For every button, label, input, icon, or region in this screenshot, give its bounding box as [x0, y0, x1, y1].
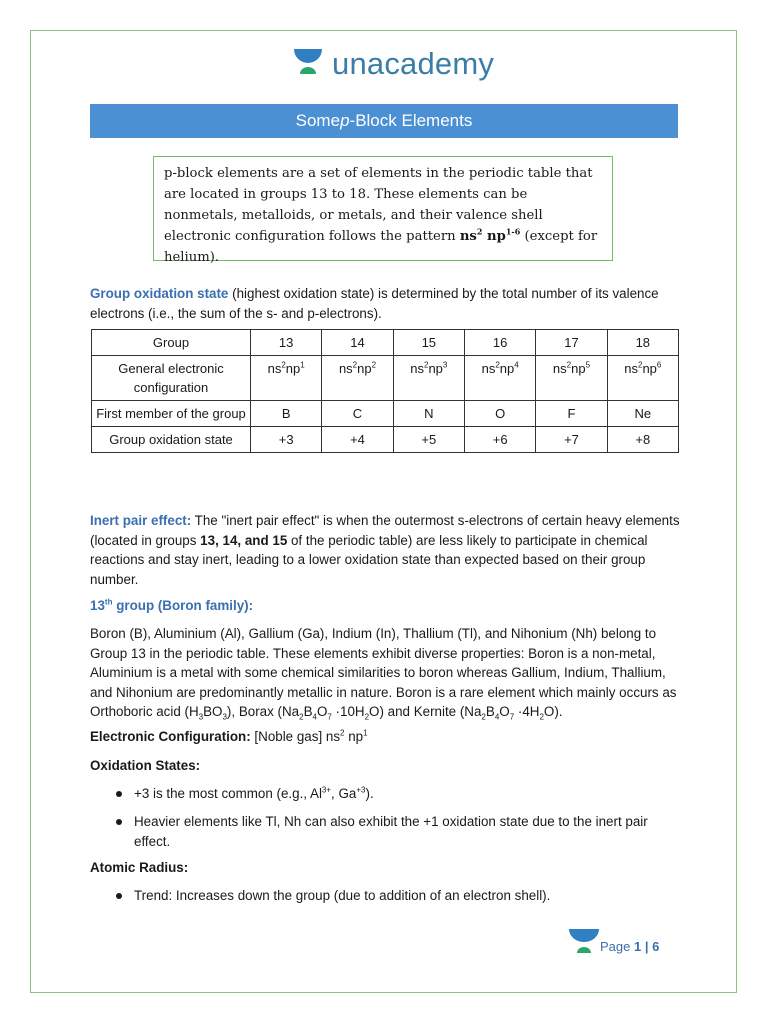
- table-cell: +7: [536, 427, 607, 453]
- group13-heading: 13th group (Boron family):: [90, 597, 254, 613]
- table-cell: +8: [607, 427, 678, 453]
- document-title: [90, 104, 678, 138]
- title-prefix: Some: [295, 111, 341, 130]
- page-number: Page 1 | 6: [600, 939, 660, 954]
- bullet-icon: [116, 819, 122, 825]
- table-row: [92, 401, 679, 427]
- group-oxidation-paragraph: Group oxidation state (highest oxidation state) is determined by the total number of its valence electrons (i.e., the sum of the s- and p-electrons).: [90, 286, 659, 321]
- table-cell: B: [251, 401, 322, 427]
- table-cell: 15: [393, 330, 464, 356]
- table-cell: +4: [322, 427, 393, 453]
- table-cell: +6: [464, 427, 535, 453]
- unacademy-logo-icon: [568, 928, 600, 954]
- group-oxidation-heading: Group oxidation state: [90, 286, 229, 301]
- table-cell: C: [322, 401, 393, 427]
- list-item: +3 is the most common (e.g., $Al^{3+}$, $Ga^{+3}$).: [116, 784, 681, 804]
- table-cell: F: [536, 401, 607, 427]
- intro-text: p-block elements are a set of elements in the periodic table that are located in groups 13 to 18. These elements can be nonmetals, metalloids, or metals, and their valence shell electronic configuration follows the pattern: [164, 166, 593, 244]
- table-cell: +3: [251, 427, 322, 453]
- table-row: [92, 356, 679, 401]
- table-cell: +5: [393, 427, 464, 453]
- table-cell: Group oxidation state: [92, 427, 251, 453]
- table-cell: $ns^2np^1$: [251, 356, 322, 401]
- table-cell: N: [393, 401, 464, 427]
- table-cell: $ns^2np^4$: [464, 356, 535, 401]
- table-cell: 18: [607, 330, 678, 356]
- table-cell: Group: [92, 330, 251, 356]
- table-cell: Ne: [607, 401, 678, 427]
- inert-pair-paragraph: Inert pair effect: The "inert pair effect" is when the outermost s-electrons of certain heavy elements (located in groups 13, 14, and 15 of the periodic table) are less likely to participate in chemical reactions and stay inert, leading to a lower oxidation state than expected based on their group number.: [90, 513, 680, 587]
- atomic-radius-heading: Atomic Radius:: [90, 860, 189, 875]
- table-row: [92, 330, 679, 356]
- pblock-table: [91, 329, 679, 453]
- title-suffix: -Block Elements: [349, 111, 473, 130]
- unacademy-logo-icon: [292, 47, 324, 81]
- electronic-configuration: Electronic Configuration: [Noble gas] $ns^2$ $np^1$: [90, 728, 368, 744]
- brand-logo: [292, 44, 494, 84]
- table-cell: $ns^2np^6$: [607, 356, 678, 401]
- intro-pattern: $ns^2$ $np^{1-6}$: [459, 226, 521, 244]
- intro-box: [153, 156, 613, 265]
- bullet-icon: [116, 791, 122, 797]
- group13-paragraph: Boron (B), Aluminium (Al), Gallium (Ga), Indium (In), Thallium (Tl), and Nihonium (Nh) belong to Group 13 in the periodic table. These elements exhibit diverse properties: Boron is a non-metal, Aluminium is a metal with some chemical similarities to boron whereas Gallium, Indium, Thallium, and Nihonium are predominantly metallic in nature. Boron is a rare element which mainly occurs as Orthoboric acid $(H_3BO_3)$, Borax $(Na_2B_4O_7 \cdot 10H_2O)$ and Kernite $(Na_2B_4O_7 \cdot 4H_2O)$.: [90, 626, 677, 722]
- table-cell: 17: [536, 330, 607, 356]
- table-cell: $ns^2np^3$: [393, 356, 464, 401]
- table-cell: 14: [322, 330, 393, 356]
- page-footer: [568, 928, 659, 954]
- table-cell: First member of the group: [92, 401, 251, 427]
- table-cell: General electronic configuration: [92, 356, 251, 401]
- list-item: Heavier elements like Tl, Nh can also exhibit the +1 oxidation state due to the inert pair effect.: [116, 812, 681, 851]
- table-row: [92, 427, 679, 453]
- intro-tail: (except for helium).: [164, 229, 598, 265]
- table-cell: $ns^2np^2$: [322, 356, 393, 401]
- title-italic: p: [340, 111, 350, 130]
- oxidation-states-heading: Oxidation States:: [90, 758, 201, 773]
- table-cell: 13: [251, 330, 322, 356]
- table-cell: O: [464, 401, 535, 427]
- brand-name: unacademy: [332, 46, 495, 81]
- table-cell: 16: [464, 330, 535, 356]
- list-item: Trend: Increases down the group (due to addition of an electron shell).: [116, 886, 681, 906]
- table-cell: $ns^2np^5$: [536, 356, 607, 401]
- bullet-icon: [116, 893, 122, 899]
- inert-pair-heading: Inert pair effect:: [90, 513, 192, 528]
